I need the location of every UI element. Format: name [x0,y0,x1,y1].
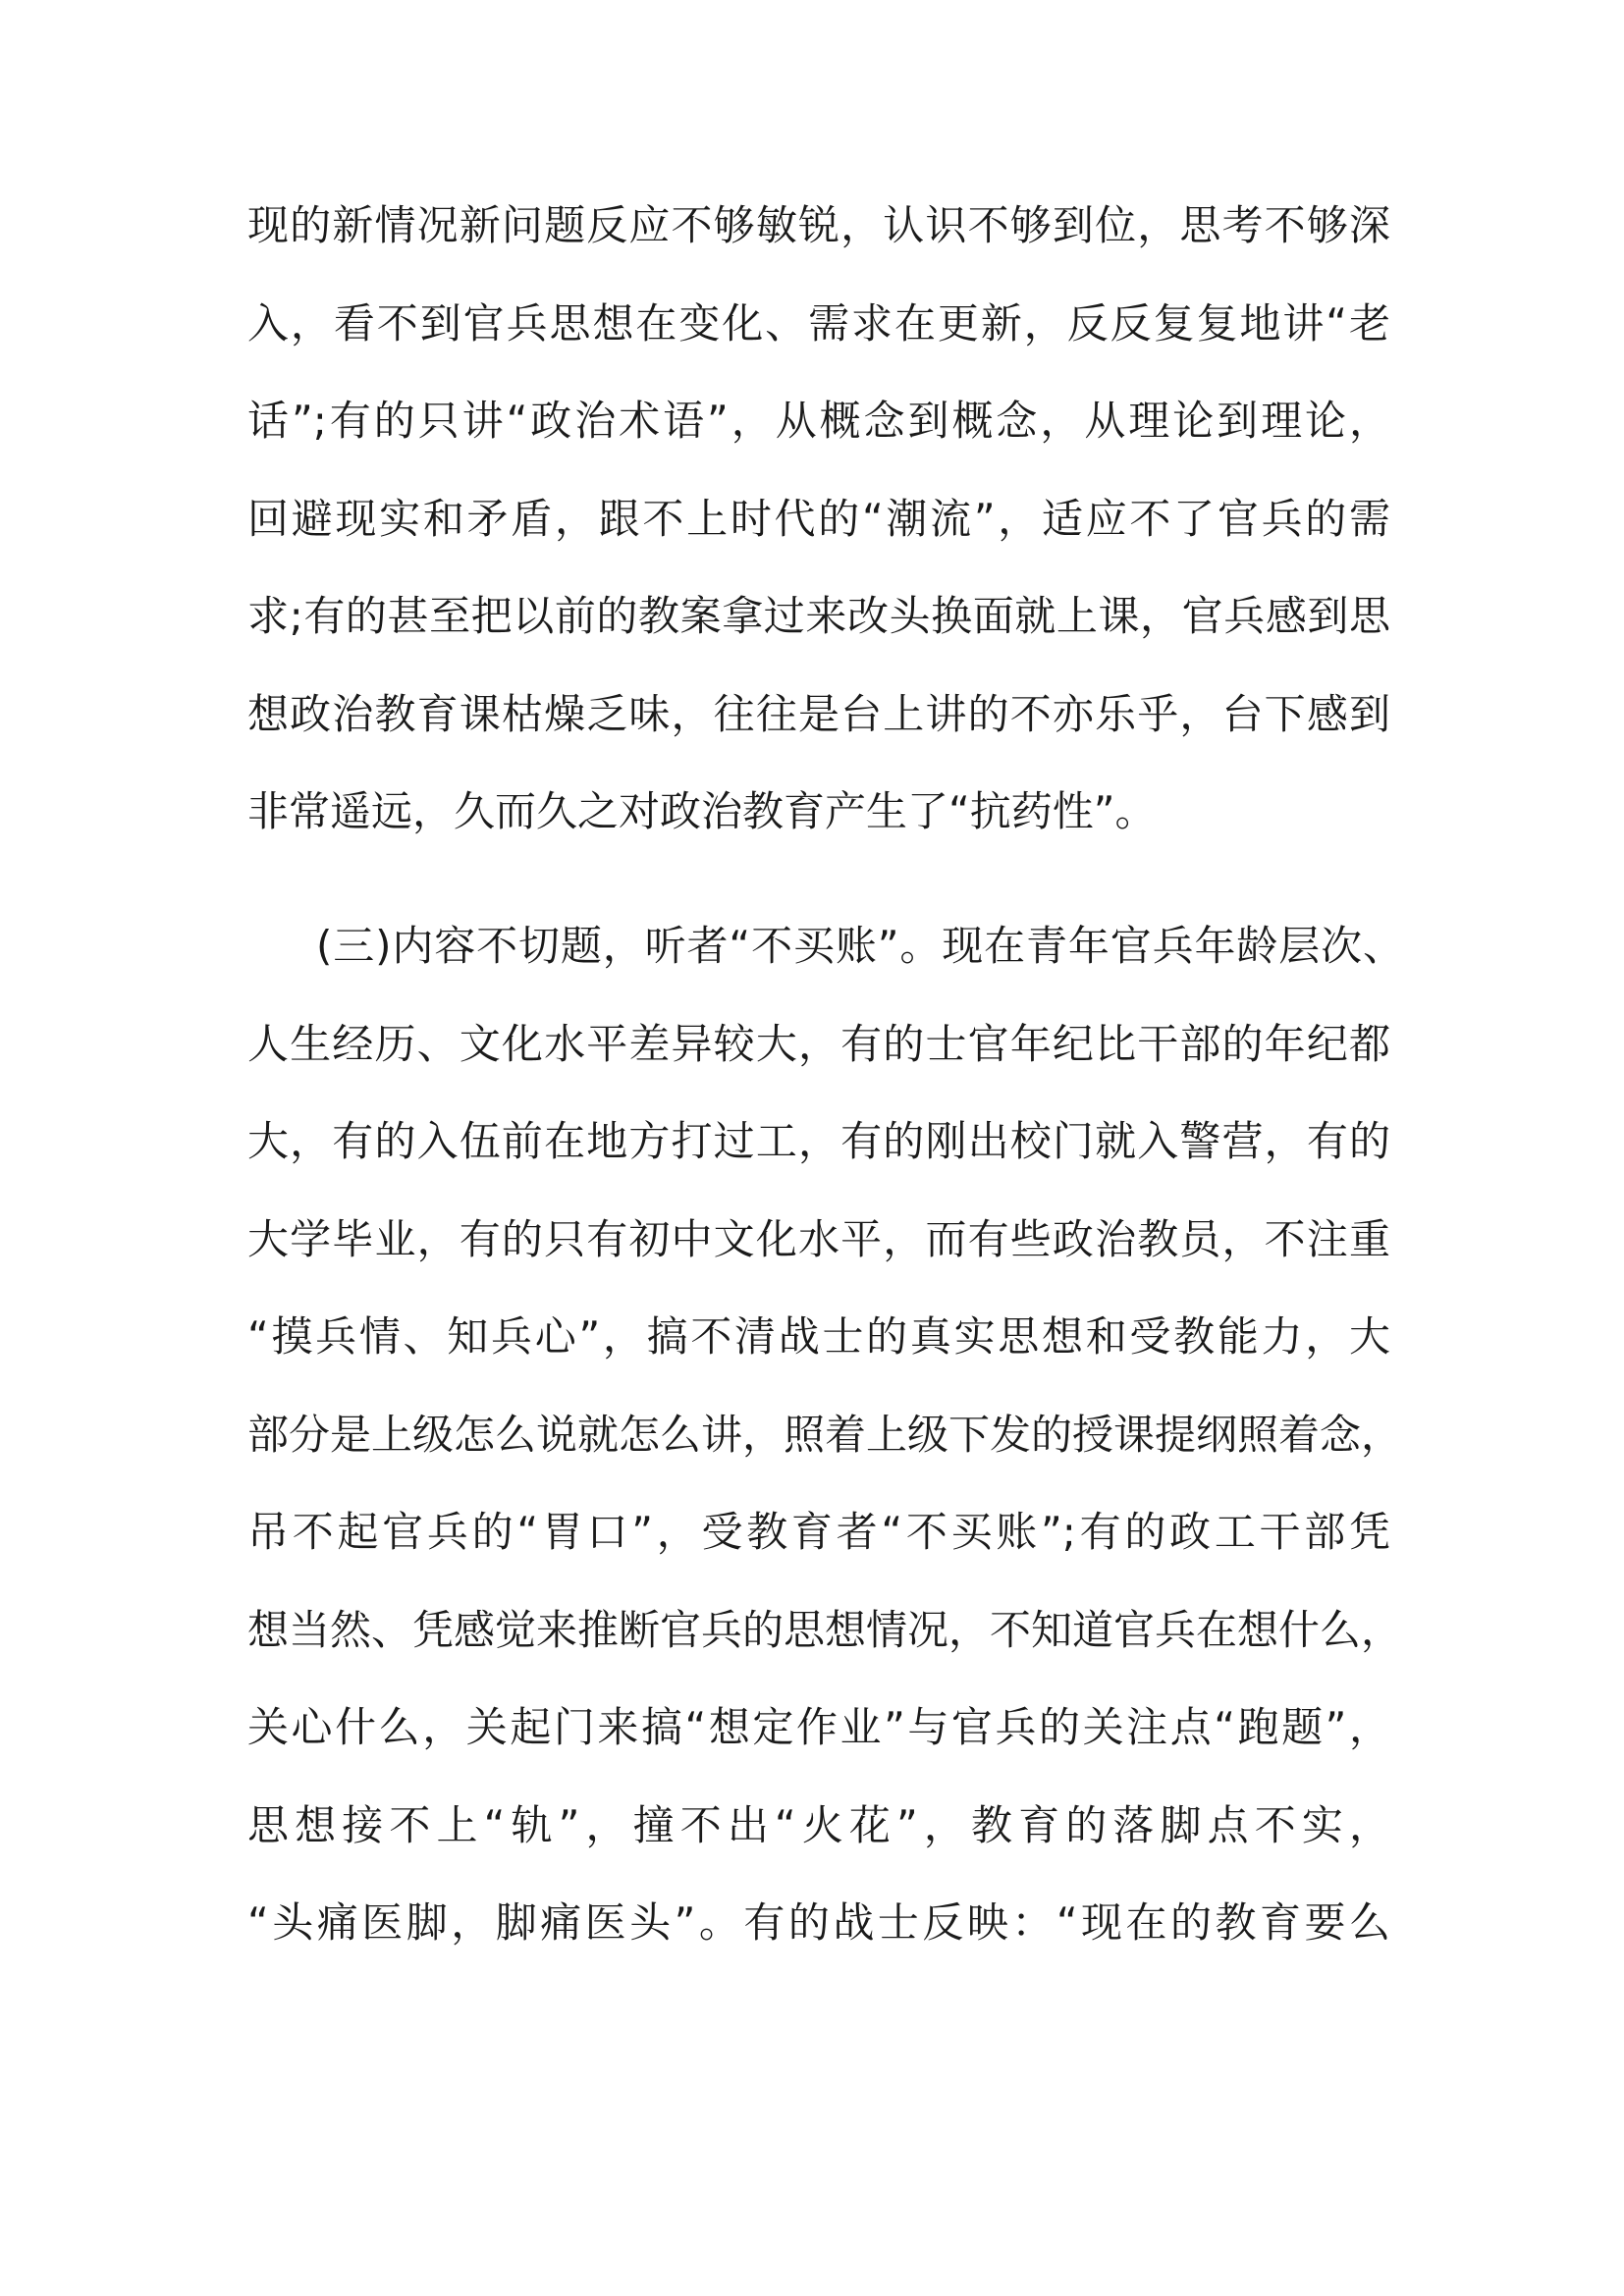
text-line: “头痛医脚，脚痛医头”。有的战士反映：“现在的教育要么 [247,1898,1390,1947]
text-line: 人生经历、文化水平差异较大，有的士官年纪比干部的年纪都 [247,1019,1390,1068]
text-line: 回避现实和矛盾，跟不上时代的“潮流”，适应不了官兵的需 [247,494,1390,543]
text-line: 思想接不上“轨”，撞不出“火花”，教育的落脚点不实， [247,1800,1390,1849]
text-line: 关心什么，关起门来搞“想定作业”与官兵的关注点“跑题”， [247,1703,1390,1751]
paragraph-1 [247,177,1390,861]
paragraph-2 [247,897,1404,1972]
text-line: 大学毕业，有的只有初中文化水平，而有些政治教员，不注重 [247,1214,1390,1263]
text-line: 吊不起官兵的“胃口”，受教育者“不买账”;有的政工干部凭 [247,1508,1390,1556]
text-line: 想当然、凭感觉来推断官兵的思想情况，不知道官兵在想什么， [247,1605,1403,1654]
text-line: “摸兵情、知兵心”，搞不清战士的真实思想和受教能力，大 [247,1312,1390,1361]
text-line: 求;有的甚至把以前的教案拿过来改头换面就上课，官兵感到思 [247,592,1390,640]
text-line: 大，有的入伍前在地方打过工，有的刚出校门就入警营，有的 [247,1117,1390,1165]
text-line: 部分是上级怎么说就怎么讲，照着上级下发的授课提纲照着念， [247,1410,1403,1459]
text-line: 现的新情况新问题反应不够敏锐，认识不够到位，思考不够深 [247,201,1390,249]
text-line: 非常遥远，久而久之对政治教育产生了“抗药性”。 [247,787,1157,835]
text-line: 想政治教育课枯燥乏味，往往是台上讲的不亦乐乎，台下感到 [247,689,1390,738]
text-line: 入，看不到官兵思想在变化、需求在更新，反反复复地讲“老 [247,298,1390,347]
text-line: 话”;有的只讲“政治术语”，从概念到概念，从理论到理论， [247,397,1390,445]
section-heading-line: (三)内容不切题，听者“不买账”。现在青年官兵年龄层次、 [316,922,1404,970]
